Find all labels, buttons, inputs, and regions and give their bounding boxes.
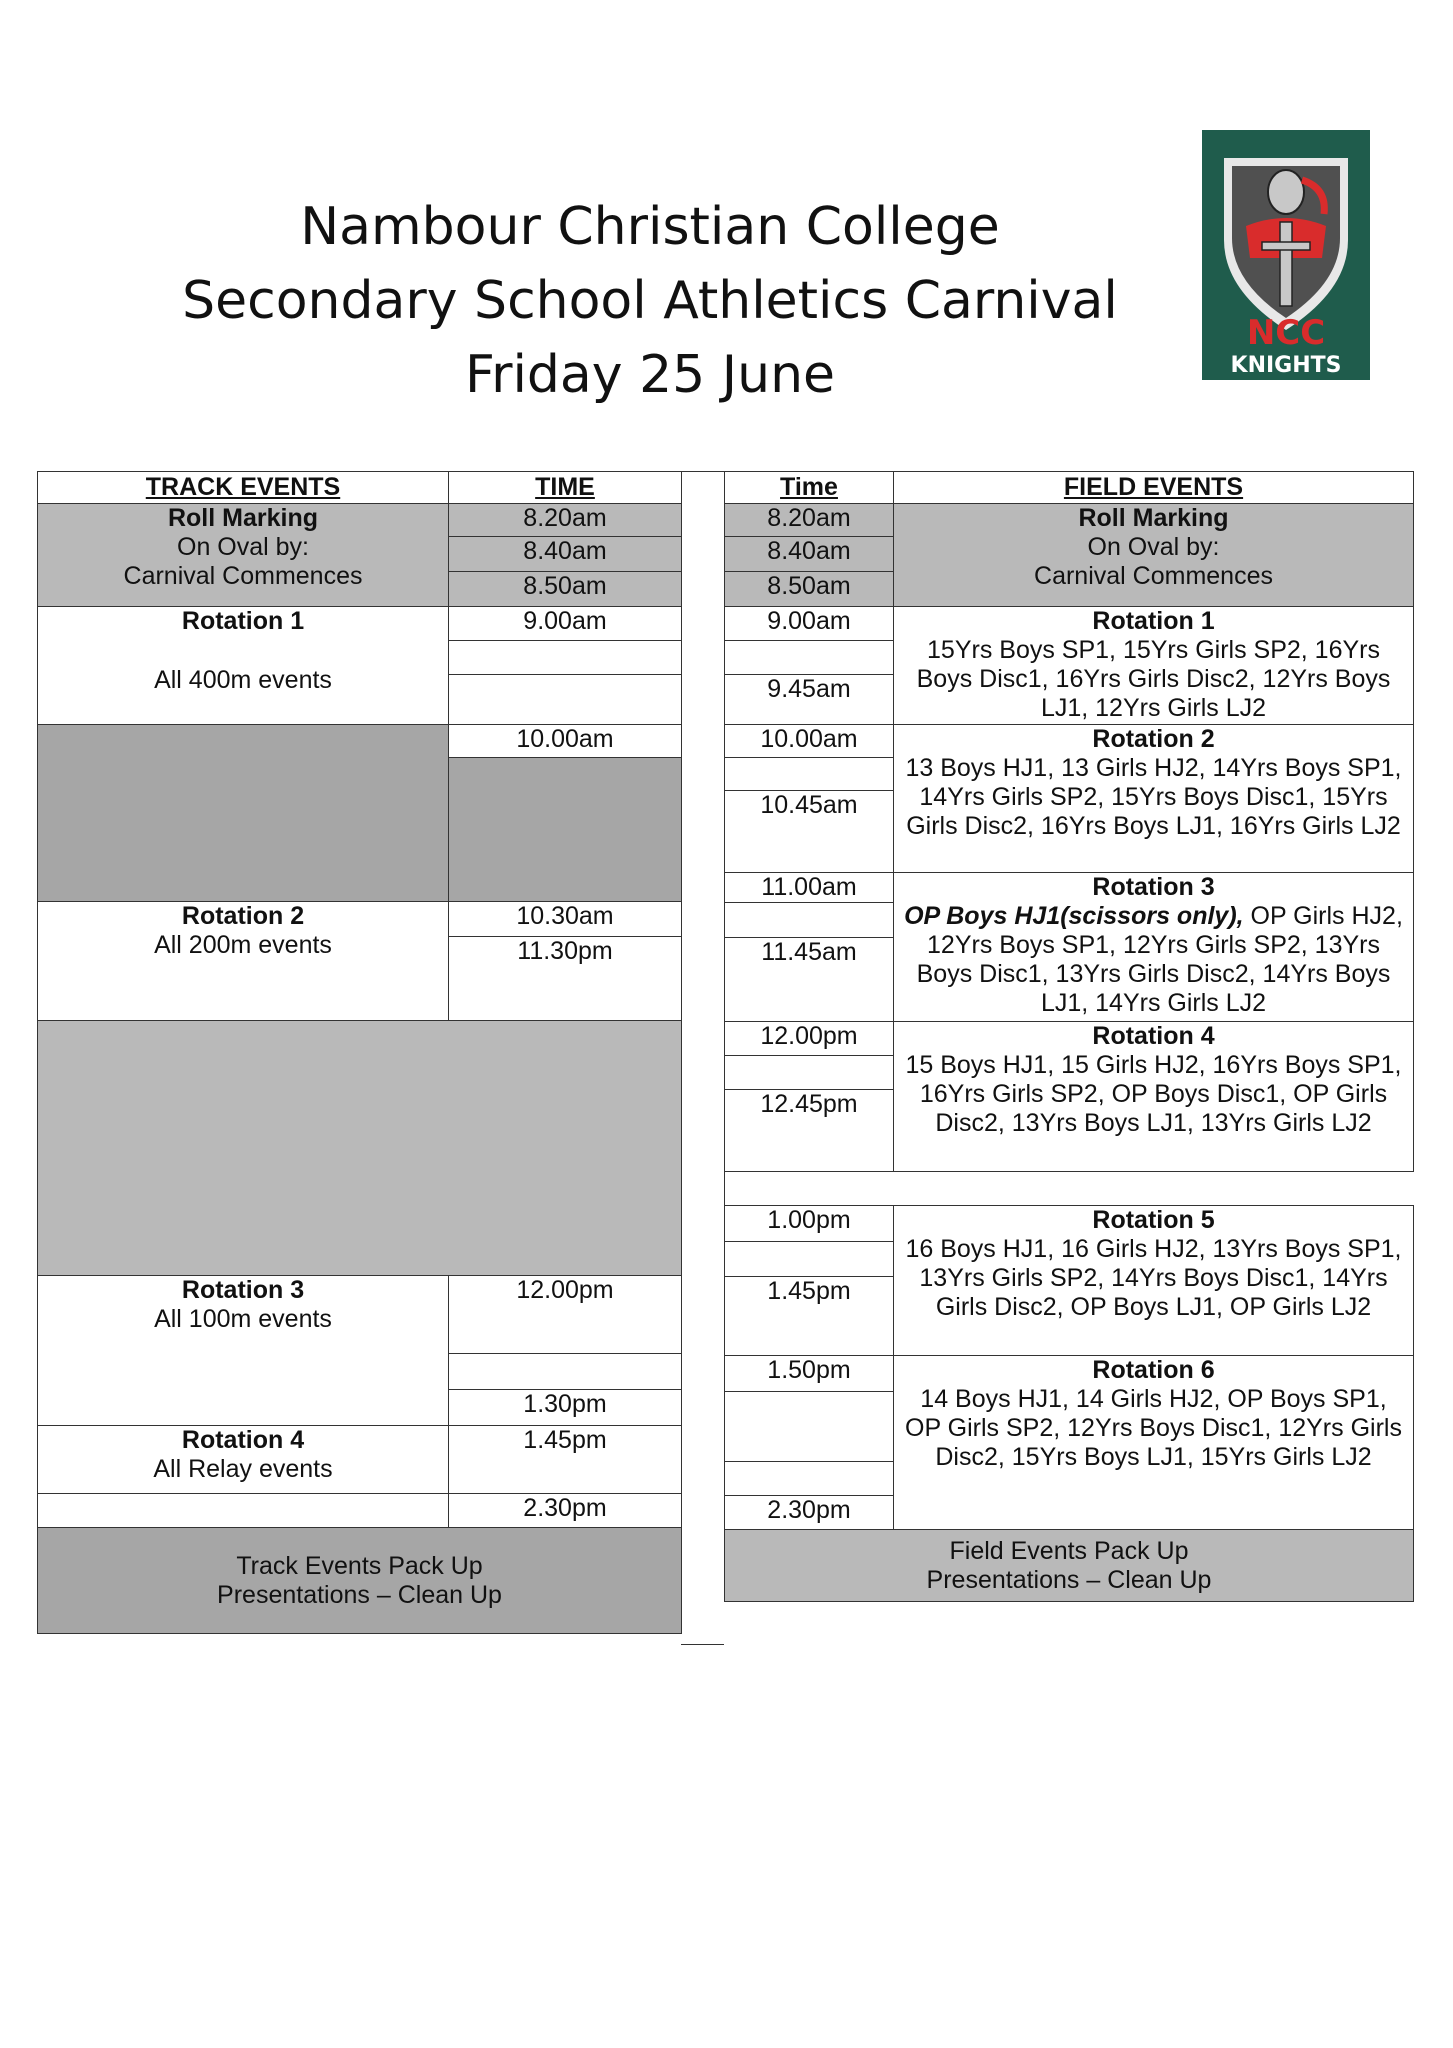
- field-rot1-t2: 9.45am: [725, 675, 894, 725]
- field-rot5-desc: 16 Boys HJ1, 16 Girls HJ2, 13Yrs Boys SP1, 13Yrs Girls SP2, 14Yrs Boys Disc1, 14Yrs Girls Disc2, OP Boys LJ1, OP Girls LJ2: [905, 1235, 1402, 1321]
- field-roll-line2: On Oval by:: [1087, 533, 1220, 561]
- field-packup-line1: Field Events Pack Up: [949, 1536, 1189, 1565]
- table-gap: [681, 471, 724, 1645]
- track-rot2-end: 11.30pm: [449, 937, 682, 1021]
- track-empty-cell: [38, 1494, 449, 1528]
- logo-text-knights: KNIGHTS: [1230, 353, 1342, 378]
- track-events-table: [37, 471, 682, 1634]
- field-roll-time-3: 8.50am: [725, 572, 894, 607]
- field-events-table: [724, 471, 1414, 1602]
- track-rot3-desc: All 100m events: [154, 1305, 332, 1333]
- track-break-2: [38, 1021, 682, 1276]
- track-rot1-end: 10.00am: [449, 725, 682, 758]
- track-rot3-title: Rotation 3: [181, 1276, 305, 1304]
- track-rot4-title: Rotation 4: [181, 1426, 305, 1454]
- title-date: Friday 25 June: [464, 345, 836, 405]
- track-rot3-end: 1.30pm: [449, 1390, 682, 1426]
- field-rot5-title: Rotation 5: [1092, 1206, 1215, 1234]
- track-rotation-4: [38, 1426, 449, 1494]
- field-empty-cell: [725, 1056, 894, 1090]
- track-rotation-2: [38, 902, 449, 1021]
- field-rotation-4: [894, 1022, 1414, 1172]
- field-col-event-header: FIELD EVENTS: [894, 472, 1414, 504]
- page-title: [150, 190, 1150, 412]
- track-packup: [38, 1528, 682, 1634]
- track-rot1-start: 9.00am: [449, 607, 682, 641]
- field-rotation-2: [894, 725, 1414, 873]
- track-empty-cell: [449, 675, 682, 725]
- track-roll-line2: On Oval by:: [177, 533, 309, 561]
- field-col-time-header: Time: [725, 472, 894, 504]
- field-rot2-desc: 13 Boys HJ1, 13 Girls HJ2, 14Yrs Boys SP1, 14Yrs Girls SP2, 15Yrs Boys Disc1, 15Yrs Girls Disc2, 16Yrs Boys LJ1, 16Yrs Girls LJ2: [905, 754, 1402, 840]
- field-rot3-italic: OP Boys HJ1(scissors only),: [904, 902, 1244, 930]
- track-col-event-header: TRACK EVENTS: [38, 472, 449, 504]
- field-empty-cell: [725, 1392, 894, 1462]
- field-rot4-t2: 12.45pm: [725, 1090, 894, 1172]
- field-empty-cell: [725, 641, 894, 675]
- track-empty-cell: [449, 641, 682, 675]
- field-empty-cell: [725, 758, 894, 791]
- field-rot6-t1: 1.50pm: [725, 1356, 894, 1392]
- track-break-1: [38, 725, 449, 902]
- title-event: Secondary School Athletics Carnival: [182, 271, 1118, 331]
- field-rot4-t1: 12.00pm: [725, 1022, 894, 1056]
- field-roll-title: Roll Marking: [1078, 504, 1229, 532]
- field-roll-time-1: 8.20am: [725, 504, 894, 537]
- field-roll-line3: Carnival Commences: [1034, 562, 1273, 590]
- field-break: [725, 1172, 1414, 1206]
- track-roll-time-1: 8.20am: [449, 504, 682, 537]
- title-school: Nambour Christian College: [300, 197, 1000, 257]
- track-roll-time-2: 8.40am: [449, 537, 682, 572]
- track-packup-line2: Presentations – Clean Up: [217, 1580, 502, 1609]
- track-rotation-1: [38, 607, 449, 725]
- track-rot4-end: 2.30pm: [449, 1494, 682, 1528]
- ncc-knights-logo: [1202, 130, 1370, 380]
- field-rotation-3: [894, 873, 1414, 1022]
- field-empty-cell: [725, 1242, 894, 1277]
- field-rot3-t2: 11.45am: [725, 938, 894, 1022]
- track-roll-time-3: 8.50am: [449, 572, 682, 607]
- field-rot3-rest: OP Girls HJ2, 12Yrs Boys SP1, 12Yrs Girls SP2, 13Yrs Boys Disc1, 13Yrs Girls Disc2, 14Yrs Boys LJ1, 14Yrs Girls LJ2: [916, 902, 1403, 1017]
- track-rot1-desc: All 400m events: [154, 666, 332, 694]
- track-rot4-desc: All Relay events: [153, 1455, 333, 1483]
- field-rot6-t2: 2.30pm: [725, 1496, 894, 1530]
- track-rot2-desc: All 200m events: [154, 931, 332, 959]
- field-rot2-t2: 10.45am: [725, 791, 894, 873]
- field-rot5-t1: 1.00pm: [725, 1206, 894, 1242]
- field-rot1-title: Rotation 1: [1092, 607, 1215, 635]
- field-rot3-desc: [900, 902, 1407, 1018]
- field-rotation-1: [894, 607, 1414, 725]
- track-rotation-3: [38, 1276, 449, 1426]
- field-packup-line2: Presentations – Clean Up: [926, 1565, 1212, 1594]
- field-roll-marking: [894, 504, 1414, 607]
- field-rot6-title: Rotation 6: [1092, 1356, 1215, 1384]
- field-rot1-desc: 15Yrs Boys SP1, 15Yrs Girls SP2, 16Yrs Boys Disc1, 16Yrs Girls Disc2, 12Yrs Boys LJ1, 12Yrs Girls LJ2: [916, 636, 1391, 722]
- field-rot5-t2: 1.45pm: [725, 1277, 894, 1356]
- track-rot1-title: Rotation 1: [181, 607, 305, 635]
- track-rot4-start: 1.45pm: [449, 1426, 682, 1494]
- track-roll-title: Roll Marking: [167, 504, 318, 532]
- logo-text-ncc: NCC: [1246, 313, 1326, 353]
- field-rotation-5: [894, 1206, 1414, 1356]
- track-empty-cell: [449, 1354, 682, 1390]
- field-rot3-t1: 11.00am: [725, 873, 894, 903]
- track-rot2-title: Rotation 2: [181, 902, 305, 930]
- track-roll-marking: [38, 504, 449, 607]
- field-rot3-title: Rotation 3: [1092, 873, 1215, 901]
- track-roll-line3: Carnival Commences: [123, 562, 363, 590]
- track-rot3-start: 12.00pm: [449, 1276, 682, 1354]
- field-rot2-title: Rotation 2: [1092, 725, 1215, 753]
- field-rot1-t1: 9.00am: [725, 607, 894, 641]
- field-empty-cell: [725, 1462, 894, 1496]
- track-packup-line1: Track Events Pack Up: [236, 1551, 483, 1580]
- field-rotation-6: [894, 1356, 1414, 1530]
- field-rot6-desc: 14 Boys HJ1, 14 Girls HJ2, OP Boys SP1, OP Girls SP2, 12Yrs Boys Disc1, 12Yrs Girls Disc2, 15Yrs Boys LJ1, 15Yrs Girls LJ2: [905, 1385, 1402, 1471]
- track-col-time-header: TIME: [449, 472, 682, 504]
- field-rot4-title: Rotation 4: [1092, 1022, 1215, 1050]
- track-break-1b: [449, 758, 682, 902]
- field-rot2-t1: 10.00am: [725, 725, 894, 758]
- field-packup: [725, 1530, 1414, 1602]
- track-rot2-start: 10.30am: [449, 902, 682, 937]
- field-roll-time-2: 8.40am: [725, 537, 894, 572]
- field-empty-cell: [725, 903, 894, 938]
- field-rot4-desc: 15 Boys HJ1, 15 Girls HJ2, 16Yrs Boys SP1, 16Yrs Girls SP2, OP Boys Disc1, OP Girls Disc2, 13Yrs Boys LJ1, 13Yrs Girls LJ2: [905, 1051, 1402, 1137]
